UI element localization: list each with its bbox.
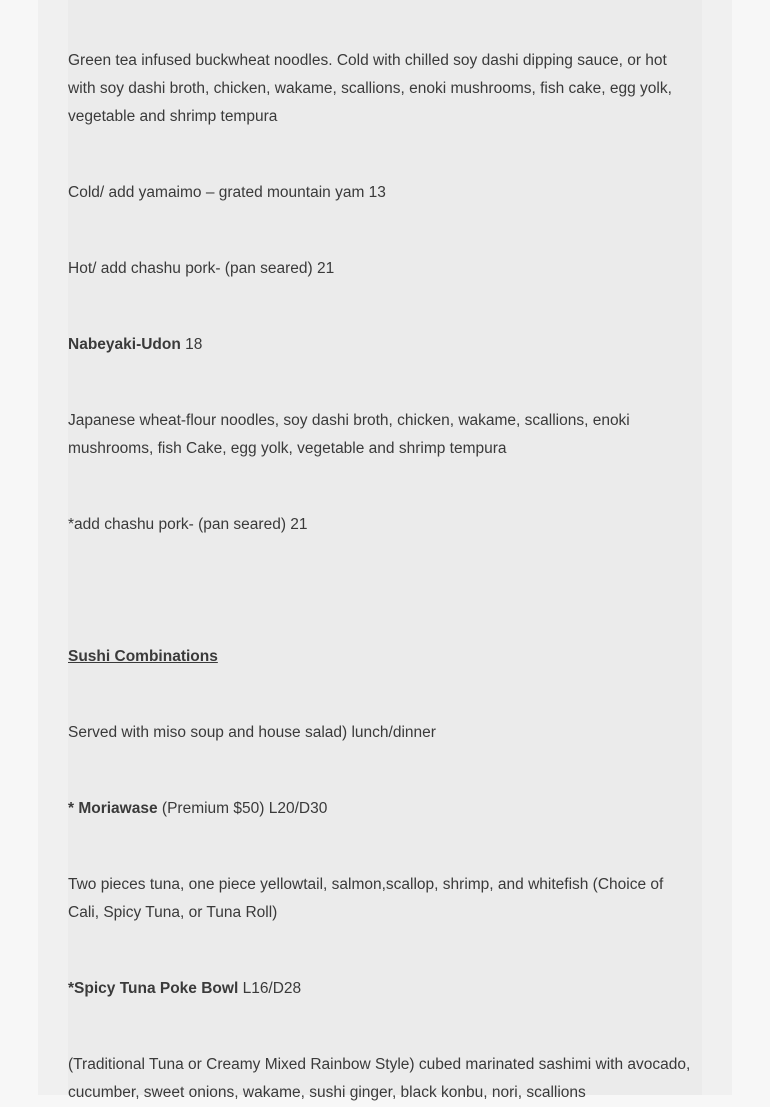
soba-cold-addon: Cold/ add yamaimo – grated mountain yam 13 <box>68 184 386 201</box>
sushi-served-with: Served with miso soup and house salad) lunch/dinner <box>68 724 436 741</box>
menu-panel <box>68 0 702 1095</box>
udon-title-line <box>68 331 698 359</box>
udon-name: Nabeyaki-Udon <box>68 336 181 353</box>
moriawase-description: Two pieces tuna, one piece yellowtail, salmon,scallop, shrimp, and whitefish (Choice of Cali, Spicy Tuna, or Tuna Roll) <box>68 876 664 921</box>
poke-title-line <box>68 975 698 1003</box>
moriawase-name: * Moriawase <box>68 800 158 817</box>
udon-price: 18 <box>180 336 203 353</box>
poke-bowl-description: (Traditional Tuna or Creamy Mixed Rainbow Style) cubed marinated sashimi with avocado, cucumber, sweet onions, wakame, sushi ginger, black konbu, nori, scallions <box>68 1056 691 1101</box>
udon-description: Japanese wheat-flour noodles, soy dashi broth, chicken, wakame, scallions, enoki mushrooms, fish Cake, egg yolk, vegetable and shrimp tempura <box>68 412 630 457</box>
udon-addon: *add chashu pork- (pan seared) 21 <box>68 516 308 533</box>
moriawase-price: (Premium $50) L20/D30 <box>157 800 328 817</box>
soba-description: Green tea infused buckwheat noodles. Cold with chilled soy dashi dipping sauce, or hot with soy dashi broth, chicken, wakame, scallions, enoki mushrooms, fish cake, egg yolk, vegetable and shrimp tempura <box>68 52 672 125</box>
soba-hot-addon: Hot/ add chashu pork- (pan seared) 21 <box>68 260 335 277</box>
moriawase-title-line <box>68 795 698 823</box>
poke-bowl-name: *Spicy Tuna Poke Bowl <box>68 980 239 997</box>
sushi-combinations-heading: Sushi Combinations <box>68 648 218 665</box>
sushi-heading-line <box>68 643 698 671</box>
poke-bowl-price: L16/D28 <box>238 980 302 997</box>
